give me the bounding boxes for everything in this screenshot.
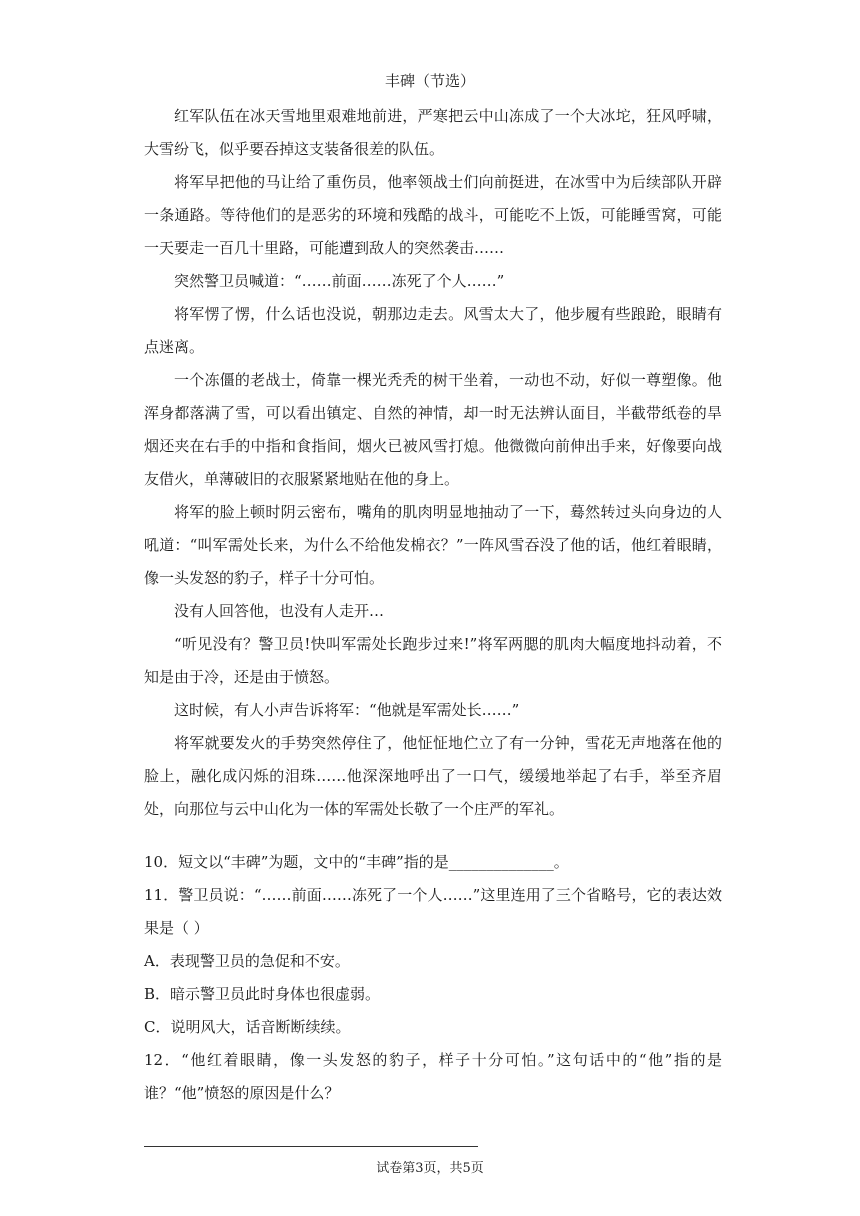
passage-paragraph: 将军早把他的马让给了重伤员，他率领战士们向前挺进，在冰雪中为后续部队开辟一条通路。等待他们的是恶劣的环境和残酷的战斗，可能吃不上饭，可能睡雪窝，可能一天要走一百几十里路，可能遭到敌人的突然袭击…… [144, 173, 722, 257]
option-a: A．表现警卫员的急促和不安。 [144, 952, 350, 970]
passage-paragraph: 一个冻僵的老战士，倚靠一棵光秃秃的树干坐着，一动也不动，好似一尊塑像。他浑身都落满了雪，可以看出镇定、自然的神情，却一时无法辨认面目，半截带纸卷的旱烟还夹在右手的中指和食指间，烟火已被风雪打熄。他微微向前伸出手来，好像要向战友借火，单薄破旧的衣服紧紧地贴在他的身上。 [144, 371, 722, 488]
option-c: C．说明风大，话音断断续续。 [144, 1018, 351, 1036]
passage-paragraph: 红军队伍在冰天雪地里艰难地前进，严寒把云中山冻成了一个大冰坨，狂风呼啸，大雪纷飞，似乎要吞掉这支装备很差的队伍。 [144, 107, 722, 158]
question-11-stem: 11．警卫员说：“……前面……冻死了一个人……”这里连用了三个省略号，它的表达效果是（ ） [144, 886, 722, 937]
page-number: 试卷第3页，共5页 [376, 1161, 484, 1176]
passage-paragraph: 将军的脸上顿时阴云密布，嘴角的肌肉明显地抽动了一下，蓦然转过头向身边的人吼道：“叫军需处长来，为什么不给他发棉衣？”一阵风雪吞没了他的话，他红着眼睛，像一头发怒的豹子，样子十分可怕。 [144, 503, 722, 587]
passage-paragraph: 没有人回答他，也没有人走开… [174, 602, 385, 620]
question-12: 12．“他红着眼睛，像一头发怒的豹子，样子十分可怕。”这句话中的“他”指的是谁？“他”愤怒的原因是什么？ [144, 1051, 722, 1102]
passage-paragraph: 突然警卫员喊道：“……前面……冻死了个人……” [174, 272, 505, 290]
passage-paragraph: “听见没有？警卫员!快叫军需处长跑步过来!”将军两腮的肌肉大幅度地抖动着，不知是由于冷，还是由于愤怒。 [144, 635, 722, 686]
footer-divider [144, 1146, 478, 1147]
passage-paragraph: 将军就要发火的手势突然停住了，他怔怔地伫立了有一分钟，雪花无声地落在他的脸上，融化成闪烁的泪珠……他深深地呼出了一口气，缓缓地举起了右手，举至齐眉处，向那位与云中山化为一体的军需处长敬了一个庄严的军礼。 [144, 734, 722, 818]
passage-body [144, 100, 722, 826]
question-11-options [144, 945, 722, 1044]
passage-title: 丰碑（节选） [384, 72, 475, 90]
question-10: 10．短文以“丰碑”为题，文中的“丰碑”指的是______________。 [144, 853, 569, 871]
question-section [144, 846, 722, 1110]
option-b: B．暗示警卫员此时身体也很虚弱。 [144, 985, 381, 1003]
passage-paragraph: 将军愣了愣，什么话也没说，朝那边走去。风雪太大了，他步履有些踉跄，眼睛有点迷离。 [144, 305, 722, 356]
passage-paragraph: 这时候，有人小声告诉将军：“他就是军需处长……” [174, 701, 520, 719]
